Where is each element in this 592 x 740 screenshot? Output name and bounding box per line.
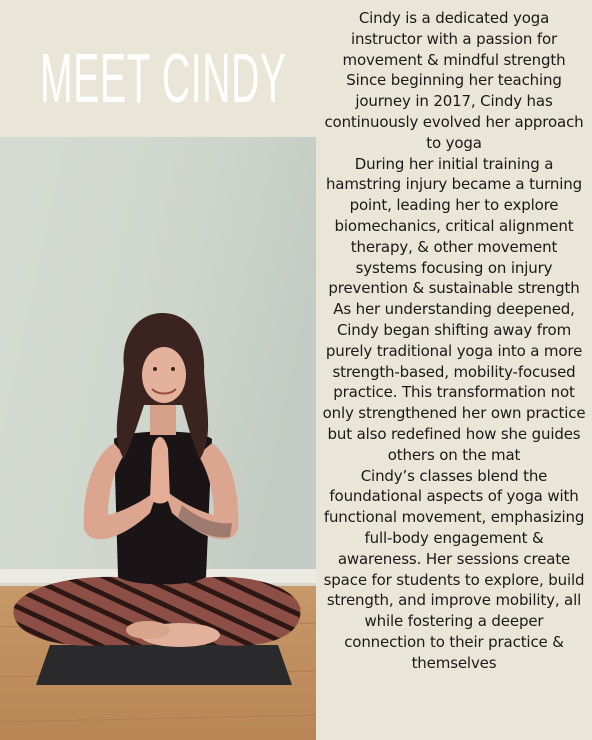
instructor-photo <box>0 137 316 740</box>
bio-paragraph-teaching: Since beginning her teaching journey in 2017, Cindy has continuously evolved her approach to yoga <box>324 71 584 152</box>
page-title: MEET CINDY <box>40 39 287 117</box>
bio-paragraph-classes: Cindy’s classes blend the foundational aspects of yoga with functional movement, emphasizing full-body engagement & awareness. Her sessions create space for students to explore, build strength, and improve mobility, all while fostering a deeper connection to their practice & themselves <box>323 466 585 672</box>
bio-text <box>322 8 586 674</box>
bio-paragraph-intro: Cindy is a dedicated yoga instructor with a passion for movement & mindful strength <box>342 9 566 69</box>
bio-paragraph-training: During her initial training a hamstring injury became a turning point, leading her to explore biomechanics, critical alignment therapy, & other movement systems focusing on injury prevention & sustainable strength <box>325 154 583 298</box>
bio-paragraph-evolution: As her understanding deepened, Cindy began shifting away from purely traditional yoga into a more strength-based, mobility-focused practice. This transformation not only strengthened her own practice but also redefined how she guides others on the mat <box>322 300 586 464</box>
